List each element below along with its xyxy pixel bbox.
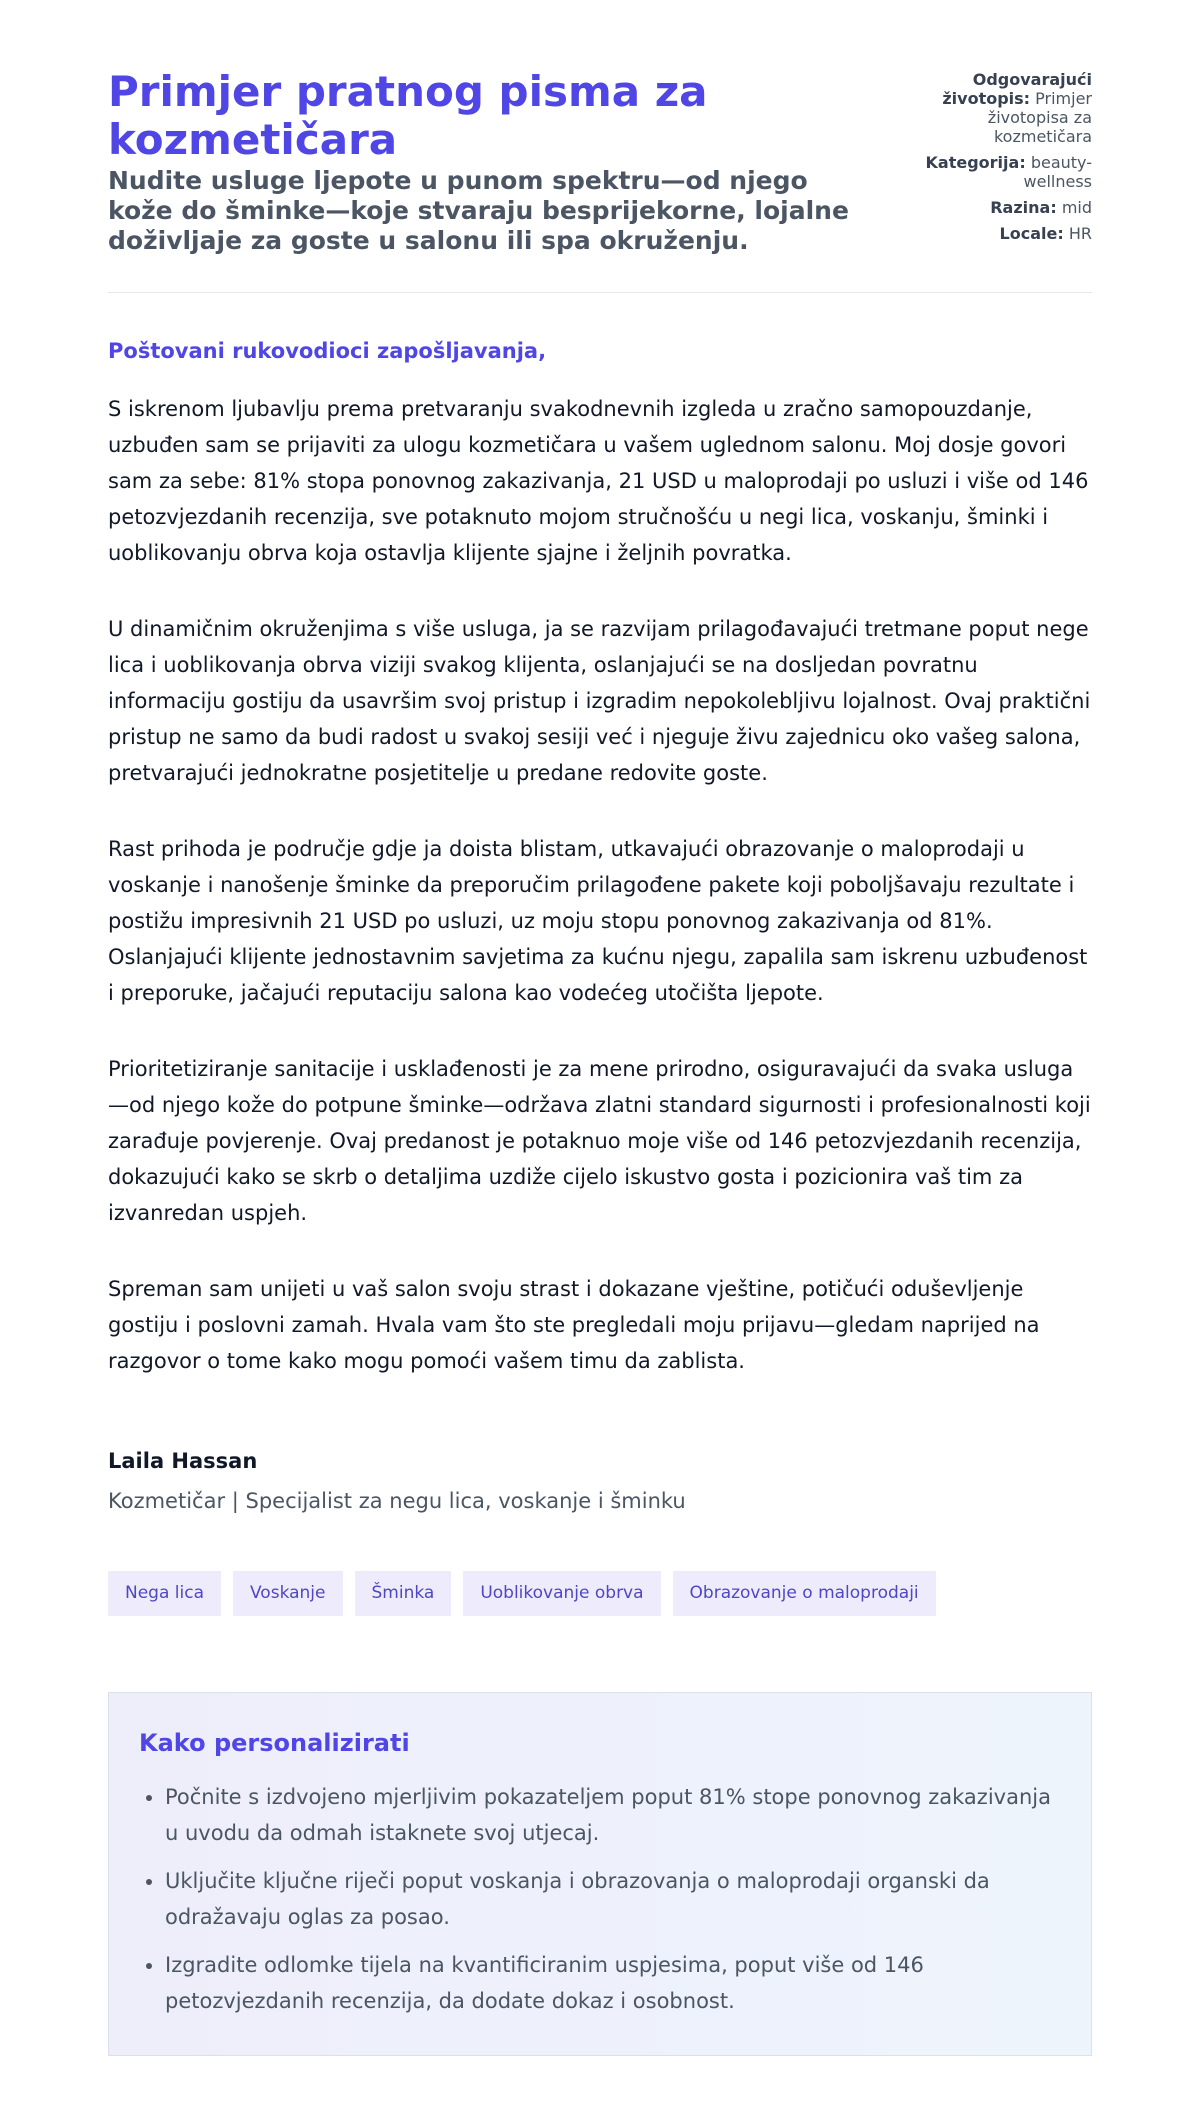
meta-locale [892,224,1092,243]
skill-tag: Voskanje [233,1571,343,1616]
meta-resume [892,70,1092,146]
meta-resume-value: Primjer životopisa za kozmetičara [987,89,1092,146]
letter-paragraph: Rast prihoda je područje gdje ja doista blistam, utkavajući obrazovanje o maloprodaji u voskanje i nanošenje šminke da preporučim prilagođene pakete koji poboljšavaju rezultate i postižu impresivnih 21 USD po usluzi, uz moju stopu ponovnog zakazivanja od 81%. Oslanjajući klijente jednostavnim savjetima za kućnu njegu, zapalila sam iskrenu uzbuđenost i preporuke, jačajući reputaciju salona kao vodećeg utočišta ljepote. [108,837,1088,1005]
tips-title: Kako personalizirati [139,1729,410,1757]
header [108,68,1092,293]
letter-paragraph: Prioritetiziranje sanitacije i usklađenosti je za mene prirodno, osiguravajući da svaka usluga—od njego kože do potpune šminke—održava zlatni standard sigurnosti i profesionalnosti koji zarađuje povjerenje. Ovaj predanost je potaknuo moje više od 146 petozvjezdanih recenzija, dokazujući kako se skrb o detaljima uzdiže cijelo iskustvo gosta i pozicionira vaš tim za izvanredan uspjeh. [108,1057,1091,1225]
page-subtitle: Nudite usluge ljepote u punom spektru—od njego kože do šminke—koje stvaraju besprijekorne, lojalne doživljaje za goste u salonu ili spa okruženju. [108,166,849,255]
meta-level-value: mid [1061,198,1092,217]
skill-tag: Obrazovanje o maloprodaji [673,1571,936,1616]
tips-list [139,1779,1061,2019]
tip-item: • Uključite ključne riječi poput voskanja i obrazovanja o maloprodaji organski da odražavaju oglas za posao. [165,1863,1061,1935]
skill-tags [108,1571,1092,1616]
letter-paragraph: Spreman sam unijeti u vaš salon svoju strast i dokazane vještine, potičući oduševljenje gostiju i poslovni zamah. Hvala vam što ste pregledali moju prijavu—gledam naprijed na razgovor o tome kako mogu pomoći vašem timu da zablista. [108,1277,1040,1373]
letter-salutation: Poštovani rukovodioci zapošljavanja, [108,339,547,363]
tip-item: • Počnite s izdvojeno mjerljivim pokazateljem poput 81% stope ponovnog zakazivanja u uvodu da odmah istaknete svoj utjecaj. [165,1779,1061,1851]
tip-item: • Izgradite odlomke tijela na kvantificiranim uspjesima, poput više od 146 petozvjezdanih recenzija, da dodate dokaz i osobnost. [165,1947,1061,2019]
meta-level-label: Razina: [990,198,1057,217]
meta-locale-label: Locale: [999,224,1064,243]
signature-role: Kozmetičar | Specijalist za negu lica, voskanje i šminku [108,1489,686,1513]
letter-paragraph: S iskrenom ljubavlju prema pretvaranju svakodnevnih izgleda u zračno samopouzdanje, uzbuđen sam se prijaviti za ulogu kozmetičara u vašem uglednom salonu. Moj dosje govori sam za sebe: 81% stopa ponovnog zakazivanja, 21 USD u maloprodaji po usluzi i više od 146 petozvjezdanih recenzija, sve potaknuto mojom stručnošću u negi lica, voskanju, šminki i uoblikovanju obrva koja ostavlja klijente sjajne i željnih povratka. [108,397,1089,565]
page-title: Primjer pratnog pisma za kozmetičara [108,67,708,164]
meta-category-value: beauty-wellness [1023,153,1092,191]
header-titles [108,68,868,256]
meta-resume-label: Odgovarajući životopis: [942,70,1092,108]
meta-locale-value: HR [1068,224,1092,243]
signature-name: Laila Hassan [108,1449,258,1473]
meta-level [892,198,1092,217]
skill-tag: Nega lica [108,1571,221,1616]
letter-body [108,391,1092,1379]
meta-category [892,153,1092,191]
personalization-tips [108,1692,1092,2056]
letter-paragraph: U dinamičnim okruženjima s više usluga, ja se razvijam prilagođavajući tretmane poput nege lica i uoblikovanja obrva viziji svakog klijenta, oslanjajući se na dosljedan povratnu informaciju gostiju da usavršim svoj pristup i izgradim nepokolebljivu lojalnost. Ovaj praktični pristup ne samo da budi radost u svakoj sesiji već i njeguje živu zajednicu oko vašeg salona, pretvarajući jednokratne posjetitelje u predane redovite goste. [108,617,1091,785]
skill-tag: Uoblikovanje obrva [463,1571,660,1616]
meta-panel [892,68,1092,250]
skill-tag: Šminka [355,1571,452,1616]
meta-category-label: Kategorija: [925,153,1026,172]
